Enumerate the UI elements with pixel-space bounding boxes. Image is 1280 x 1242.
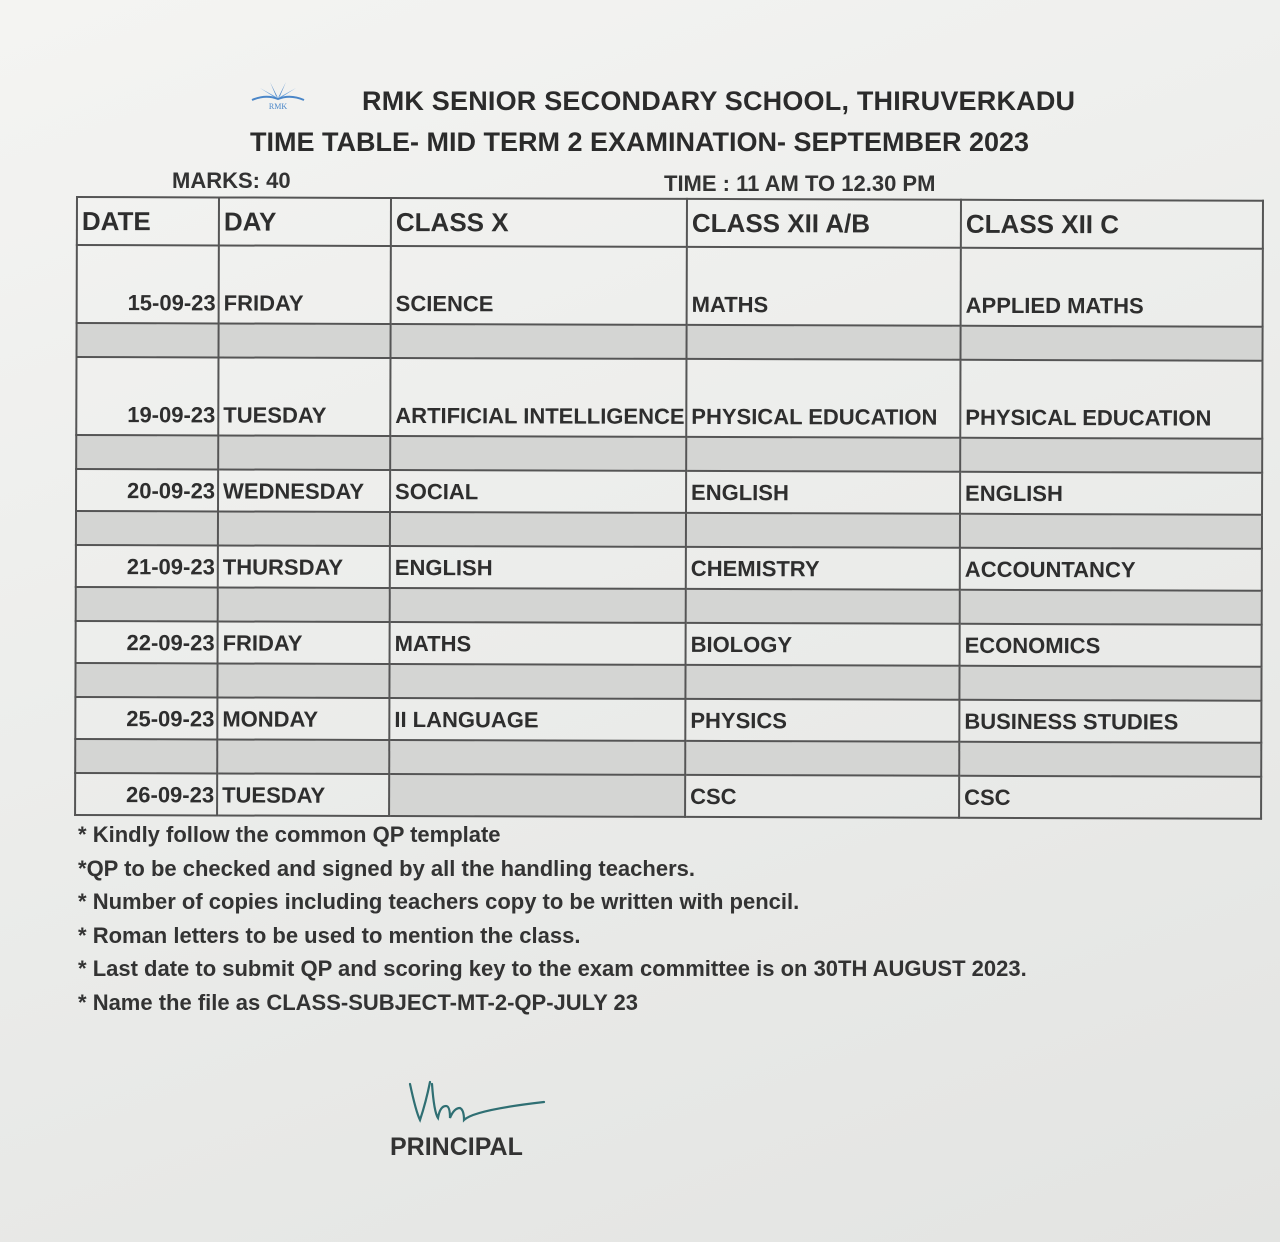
spacer-row: [76, 323, 1262, 361]
class-xii-ab-cell: PHYSICS: [685, 699, 959, 742]
instruction-item: * Name the file as CLASS-SUBJECT-MT-2-QP-JULY 23: [78, 986, 1027, 1020]
table-row: [76, 621, 1262, 667]
header-row: [77, 197, 1263, 249]
class-x-cell: [389, 774, 685, 817]
day-cell: FRIDAY: [218, 621, 390, 664]
spacer-row: [76, 511, 1262, 549]
class-xii-c-cell: APPLIED MATHS: [961, 248, 1263, 327]
table-row: [75, 697, 1261, 743]
class-xii-c-cell: CSC: [959, 776, 1261, 819]
class-x-cell: MATHS: [390, 622, 686, 665]
principal-signature: [404, 1072, 554, 1132]
column-header: CLASS XII A/B: [687, 199, 961, 248]
table-row: [75, 773, 1261, 819]
day-cell: TUESDAY: [218, 357, 390, 436]
day-cell: THURSDAY: [218, 545, 390, 588]
class-xii-ab-cell: BIOLOGY: [686, 623, 960, 666]
spacer-row: [76, 587, 1262, 625]
date-cell: 22-09-23: [76, 621, 218, 663]
class-x-cell: ENGLISH: [390, 546, 686, 589]
class-xii-ab-cell: ENGLISH: [686, 471, 960, 514]
class-x-cell: SCIENCE: [391, 246, 687, 325]
time-label: TIME : 11 AM TO 12.30 PM: [664, 171, 936, 196]
day-cell: FRIDAY: [219, 245, 391, 324]
table-row: [76, 545, 1262, 591]
spacer-row: [76, 435, 1262, 473]
exam-title: TIME TABLE- MID TERM 2 EXAMINATION- SEPTEMBER 2023: [250, 127, 1030, 157]
column-header: DATE: [77, 197, 219, 245]
school-logo: [246, 76, 310, 116]
date-cell: 21-09-23: [76, 545, 218, 587]
logo-text: RMK: [268, 102, 288, 111]
date-cell: 20-09-23: [76, 469, 218, 511]
day-cell: WEDNESDAY: [218, 469, 390, 512]
column-header: DAY: [219, 197, 391, 246]
class-xii-c-cell: ENGLISH: [960, 472, 1262, 515]
table-row: [76, 357, 1262, 439]
instruction-item: * Number of copies including teachers copy to be written with pencil.: [78, 885, 1027, 919]
column-header: CLASS X: [391, 198, 687, 247]
table-row: [77, 245, 1263, 327]
signature-stroke: [404, 1072, 554, 1132]
day-cell: MONDAY: [217, 697, 389, 740]
class-xii-c-cell: ACCOUNTANCY: [960, 548, 1262, 591]
class-xii-ab-cell: CSC: [685, 775, 959, 818]
class-x-cell: II LANGUAGE: [389, 698, 685, 741]
class-xii-c-cell: BUSINESS STUDIES: [959, 700, 1261, 743]
spacer-row: [75, 739, 1261, 777]
class-xii-c-cell: ECONOMICS: [960, 624, 1262, 667]
instruction-item: * Roman letters to be used to mention the class.: [78, 919, 1027, 953]
table-row: [76, 469, 1262, 515]
instruction-item: * Kindly follow the common QP template: [78, 818, 1027, 852]
marks-label: MARKS: 40: [172, 168, 291, 193]
instruction-item: * Last date to submit QP and scoring key to the exam committee is on 30TH AUGUST 2023.: [78, 952, 1027, 986]
school-logo-graphic: [246, 76, 310, 116]
spacer-row: [75, 663, 1261, 701]
class-xii-ab-cell: MATHS: [687, 247, 961, 326]
class-x-cell: SOCIAL: [390, 470, 686, 513]
timetable: [74, 196, 1264, 820]
class-x-cell: ARTIFICIAL INTELLIGENCE: [390, 358, 686, 437]
class-xii-c-cell: PHYSICAL EDUCATION: [960, 360, 1262, 439]
date-cell: 15-09-23: [77, 245, 219, 323]
day-cell: TUESDAY: [217, 773, 389, 816]
date-cell: 26-09-23: [75, 773, 217, 815]
school-name: RMK SENIOR SECONDARY SCHOOL, THIRUVERKADU: [362, 86, 1076, 116]
class-xii-ab-cell: PHYSICAL EDUCATION: [686, 359, 960, 438]
instructions-list: [78, 818, 1027, 1019]
column-header: CLASS XII C: [961, 200, 1263, 249]
date-cell: 25-09-23: [75, 697, 217, 739]
class-xii-ab-cell: CHEMISTRY: [686, 547, 960, 590]
date-cell: 19-09-23: [76, 357, 218, 435]
instruction-item: * QP to be checked and signed by all the handling teachers.: [78, 852, 1027, 886]
principal-label: PRINCIPAL: [390, 1133, 523, 1161]
